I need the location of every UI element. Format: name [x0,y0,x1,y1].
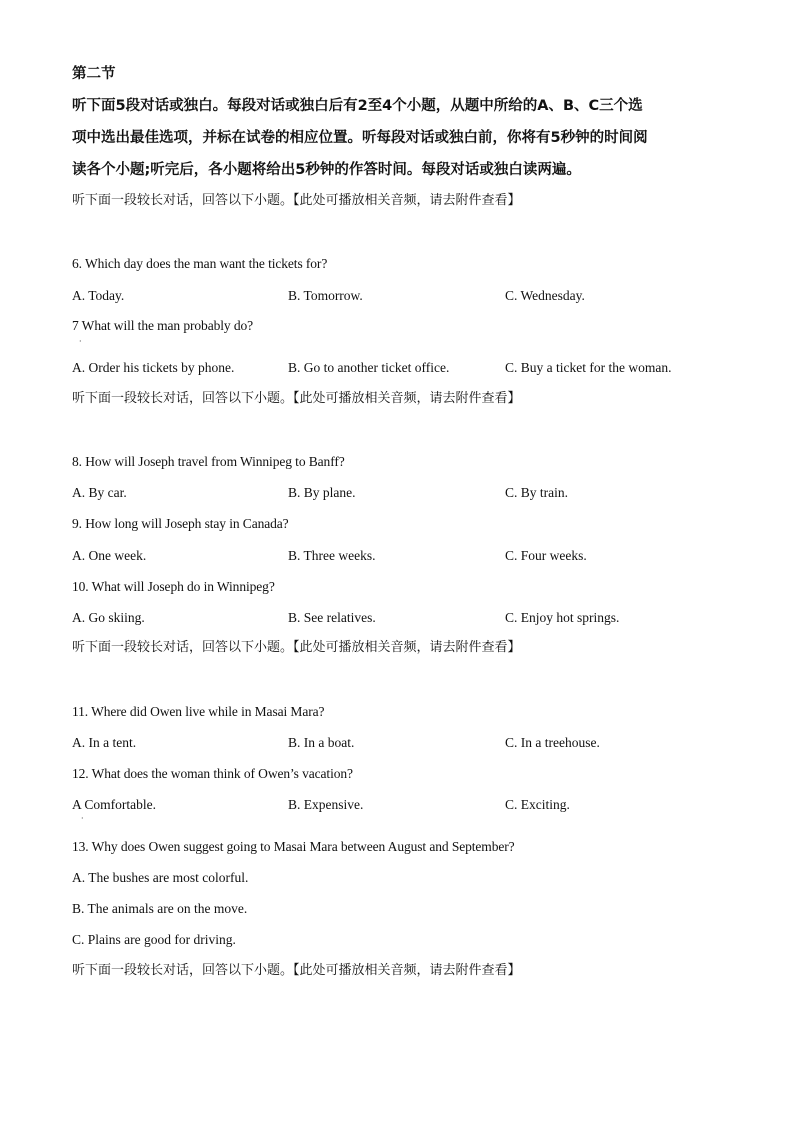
question-6: 6. Which day does the man want the tickets for? [72,256,328,271]
q7-option-b: B. Go to another ticket office. [288,360,450,375]
stray-dot-mark: · [81,814,84,823]
q11-option-b: B. In a boat. [288,735,355,750]
q12-option-b: B. Expensive. [288,797,364,812]
audio-note: 听下面一段较长对话，回答以下小题。【此处可播放相关音频，请去附件查看】 [72,193,521,208]
q9-option-b: B. Three weeks. [288,548,376,563]
q10-option-a: A. Go skiing. [72,610,145,625]
q7-option-a: A. Order his tickets by phone. [72,360,235,375]
section-title: 第二节 [72,66,116,82]
q8-option-a: A. By car. [72,485,127,500]
question-11: 11. Where did Owen live while in Masai Mara? [72,704,325,719]
q6-option-b: B. Tomorrow. [288,288,363,303]
audio-note: 听下面一段较长对话，回答以下小题。【此处可播放相关音频，请去附件查看】 [72,391,521,406]
question-12: 12. What does the woman think of Owen’s vacation? [72,766,353,781]
question-13: 13. Why does Owen suggest going to Masai Mara between August and September? [72,839,515,854]
q11-option-c: C. In a treehouse. [505,735,600,750]
q8-option-b: B. By plane. [288,485,356,500]
q13-option-b: B. The animals are on the move. [72,901,248,916]
q9-option-a: A. One week. [72,548,147,563]
q9-option-c: C. Four weeks. [505,548,587,563]
question-9: 9. How long will Joseph stay in Canada? [72,516,289,531]
q10-option-b: B. See relatives. [288,610,376,625]
question-10: 10. What will Joseph do in Winnipeg? [72,579,275,594]
q13-option-a: A. The bushes are most colorful. [72,870,249,885]
question-8: 8. How will Joseph travel from Winnipeg to Banff? [72,454,345,469]
stray-dot-mark: · [79,337,82,346]
q12-option-c: C. Exciting. [505,797,570,812]
q10-option-c: C. Enjoy hot springs. [505,610,620,625]
q12-option-a: A Comfortable. [72,797,156,812]
q6-option-a: A. Today. [72,288,125,303]
instructions-line-3: 读各个小题;听完后，各小题将给出5秒钟的作答时间。每段对话或独白读两遍。 [72,162,581,178]
audio-note: 听下面一段较长对话，回答以下小题。【此处可播放相关音频，请去附件查看】 [72,963,521,978]
instructions-line-1: 听下面5段对话或独白。每段对话或独白后有2至4个小题，从题中所给的A、B、C三个选 [72,98,643,114]
q6-option-c: C. Wednesday. [505,288,585,303]
q7-option-c: C. Buy a ticket for the woman. [505,360,672,375]
q13-option-c: C. Plains are good for driving. [72,932,236,947]
q8-option-c: C. By train. [505,485,568,500]
audio-note: 听下面一段较长对话，回答以下小题。【此处可播放相关音频，请去附件查看】 [72,640,521,655]
q11-option-a: A. In a tent. [72,735,137,750]
instructions-line-2: 项中选出最佳选项，并标在试卷的相应位置。听每段对话或独白前，你将有5秒钟的时间阅 [72,130,648,146]
question-7: 7 What will the man probably do? [72,318,254,333]
